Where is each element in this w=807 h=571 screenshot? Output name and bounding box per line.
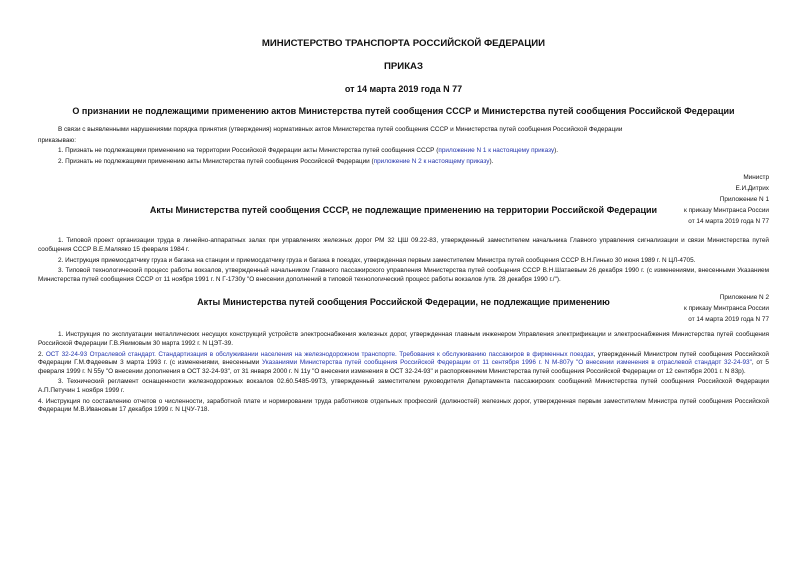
appendix-2-item-2-text-1: , утвержденный Министром путей сообщения Российской Федерации Г.М.Фадеевым 3 марта 1993 г. (с изменениями, внесенными — [38, 350, 770, 367]
appendix-2-item-1: 1. Инструкция по эксплуатации металлических несущих конструкций устройств электроснабжения железных дорог, утвержденная главным инженером Управления электрификации и электроснабжения Министерства путей сообщения Российской Федерации Г.В.Якимовым 30 марта 1992 г. N ЦЭТ-39. — [38, 331, 769, 347]
appendix-1-link[interactable]: приложение N 1 к настоящему приказу — [438, 147, 555, 155]
intro-paragraph: В связи с выявленными нарушениями порядка принятия (утверждения) нормативных актов Министерства путей сообщения СССР и Министерства путей сообщения Российской Федерации — [58, 126, 623, 133]
appendix-1-item-2: 2. Инструкция приемосдатчику груза и багажа на станции и приемосдатчику груза и багажа в поездах, утвержденная первым заместителем Министра путей сообщения СССР В.Н.Гинько 30 июня 1989 г. N ЦЛ-4705. — [58, 256, 696, 264]
doc-type-heading: ПРИКАЗ — [384, 61, 423, 72]
appendix-1-label: Приложение N 1 — [719, 196, 769, 204]
order-item-1-end: ). — [554, 147, 559, 155]
appendix-1-heading: Акты Министерства путей сообщения СССР, не подлежащие применению на территории Российской Федерации — [149, 205, 658, 216]
order-item-2-end: ). — [489, 157, 494, 165]
appendix-1-date: от 14 марта 2019 года N 77 — [688, 218, 769, 226]
order-item-2-text: 2. Признать не подлежащими применению акты Министерства путей сообщения Российской Федерации ( — [58, 157, 374, 165]
appendix-2-to-order: к приказу Минтранса России — [684, 305, 769, 313]
appendix-2-item-4: 4. Инструкция по составлению отчетов о численности, заработной плате и нормировании труда работников отдельных профессий (должностей) железных дорог, утвержденная первым заместителем Министра путей сообщения Российской Федерации М.В.Ивановым 17 декабря 1999 г. N ЦЧУ-718. — [38, 397, 769, 414]
signature-block — [38, 172, 769, 227]
appendix-1-item-1: 1. Типовой проект организации труда в линейно-аппаратных залах при управлениях железных дорог РМ 32 ЦШ 09.22-83, утвержденный заместителем начальника Главного управления сигнализации и связи Министерства путей сообщения СССР В.Е.Маляяко 15 февраля 1984 г. — [38, 237, 769, 253]
ministry-heading: МИНИСТЕРСТВО ТРАНСПОРТА РОССИЙСКОЙ ФЕДЕРАЦИИ — [261, 38, 546, 49]
appendix-2-item-2-text-2: , от 5 февраля 1999 г. N 55у "О внесении дополнения в ОСТ 32-24-93", от 31 января 2000 г. N 11у "О внесении изменения в ОСТ 32-24-93" и распоряжением Министерства путей сообщения Российской Федерации от 12 сентября 2001 г. N 83р). — [38, 359, 769, 375]
appendix-2-item-2 — [38, 351, 769, 377]
order-item-1-text: 1. Признать не подлежащими применению на территории Российской Федерации акты Министерства путей сообщения СССР ( — [58, 147, 439, 155]
appendix-2-item-2-num: 2. — [38, 350, 46, 358]
appendix-2-link[interactable]: приложение N 2 к настоящему приказу — [373, 157, 490, 165]
order-title: О признании не подлежащими применению актов Министерства путей сообщения СССР и Министерства путей сообщения Российской Федерации — [72, 106, 735, 116]
appendix-1-item-3: 3. Типовой технологический процесс работы вокзалов, утвержденный начальником Главного пассажирского управления Министерства путей сообщения СССР В.Н.Шатаевым 26 декабря 1990 г. (с изменениями, внесенными Указанием Министерства путей сообщения СССР от 11 ноября 1991 г. N Г-1730у "О внесении дополнений в типовой технологический процесс работы вокзалов /утв. 28 декабря 1990 г./"). — [38, 267, 769, 283]
appendix-2-label: Приложение N 2 — [719, 294, 769, 302]
signature-name: Е.И.Дитрих — [735, 185, 769, 193]
amendment-instruction-link[interactable]: Указаниями Министерства путей сообщения Российской Федерации от 11 сентября 1996 г. N М-807у "О внесении изменения в отраслевой стандарт 32-24-93" — [261, 359, 752, 367]
appendix-2-date: от 14 марта 2019 года N 77 — [688, 316, 769, 324]
appendix-1-to-order: к приказу Минтранса России — [684, 207, 769, 215]
appendix-2-item-3: 3. Технический регламент оснащенности железнодорожных вокзалов 02.60.5485-99ТЗ, утвержденный заместителем руководителя Департамента пассажирских сообщений Министерства путей сообщения Российской Федерации А.П.Петучин 1 ноября 1999 г. — [38, 378, 769, 394]
order-date-number: от 14 марта 2019 года N 77 — [344, 84, 463, 94]
signature-position: Министр — [743, 174, 769, 182]
appendix-2-heading: Акты Министерства путей сообщения Российской Федерации, не подлежащие применению — [197, 297, 610, 308]
ost-32-24-93-link[interactable]: ОСТ 32-24-93 Отраслевой стандарт. Стандартизация в обслуживании населения на железнодорожном транспорте. Требования к обслуживанию пассажиров в фирменных поездах — [45, 350, 594, 358]
order-item-2 — [38, 158, 769, 167]
order-item-1 — [38, 147, 769, 156]
order-word: приказываю: — [38, 136, 76, 144]
